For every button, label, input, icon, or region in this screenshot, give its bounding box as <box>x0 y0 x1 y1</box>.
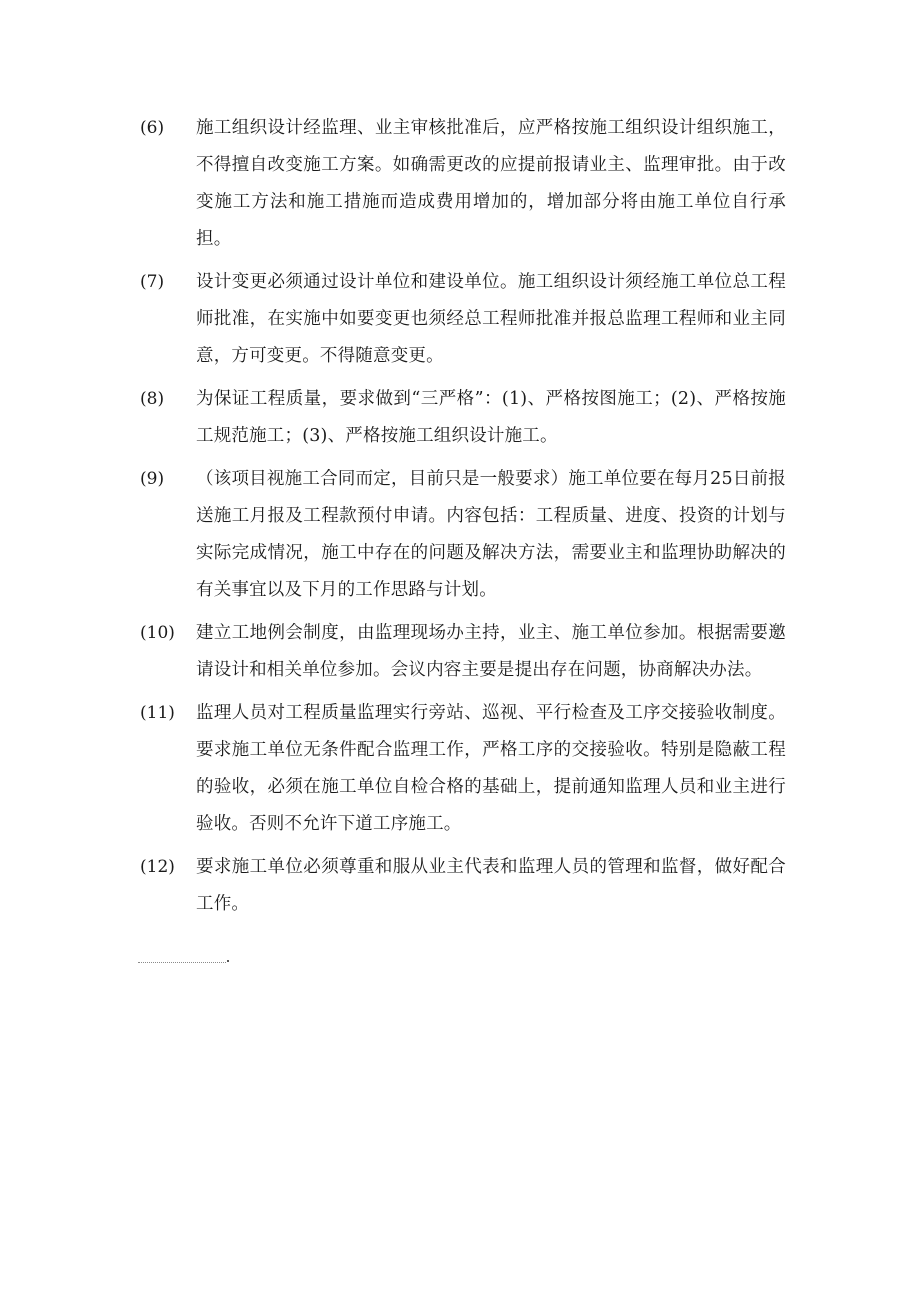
item-text: 监理人员对工程质量监理实行旁站、巡视、平行检查及工序交接验收制度。要求施工单位无条件配合监理工作，严格工序的交接验收。特别是隐蔽工程的验收，必须在施工单位自检合格的基础上，提前通知监理人员和业主进行验收。否则不允许下道工序施工。 <box>196 703 786 834</box>
item-text: 要求施工单位必须尊重和服从业主代表和监理人员的管理和监督，做好配合工作。 <box>196 857 786 914</box>
item-text: 为保证工程质量，要求做到“三严格”：(1)、严格按图施工；(2)、严格按施工规范施工；(3)、严格按施工组织设计施工。 <box>196 389 786 446</box>
list-item <box>136 381 786 455</box>
clause-list <box>136 110 786 929</box>
item-text: （该项目视施工合同而定，目前只是一般要求）施工单位要在每月25日前报送施工月报及工程款预付申请。内容包括：工程质量、进度、投资的计划与实际完成情况，施工中存在的问题及解决方法，需要业主和监理协助解决的有关事宜以及下月的工作思路与计划。 <box>196 469 786 600</box>
item-number: (10) <box>140 623 175 643</box>
item-number: (11) <box>140 703 175 723</box>
item-number: (8) <box>140 389 165 409</box>
item-number: (12) <box>140 857 175 877</box>
item-text: 建立工地例会制度，由监理现场办主持，业主、施工单位参加。根据需要邀请设计和相关单位参加。会议内容主要是提出存在问题，协商解决办法。 <box>196 623 786 680</box>
list-item <box>136 110 786 258</box>
item-number: (6) <box>140 118 165 138</box>
item-text: 设计变更必须通过设计单位和建设单位。施工组织设计须经施工单位总工程师批准，在实施中如要变更也须经总工程师批准并报总监理工程师和业主同意，方可变更。不得随意变更。 <box>196 272 786 366</box>
list-item <box>136 264 786 375</box>
list-item <box>136 461 786 609</box>
footnote-divider <box>138 962 226 963</box>
list-item <box>136 615 786 689</box>
item-number: (9) <box>140 469 165 489</box>
list-item <box>136 849 786 923</box>
item-text: 施工组织设计经监理、业主审核批准后，应严格按施工组织设计组织施工，不得擅自改变施工方案。如确需更改的应提前报请业主、监理审批。由于改变施工方法和施工措施而造成费用增加的，增加部分将由施工单位自行承担。 <box>196 118 786 249</box>
footnote-divider-end-dot <box>227 960 229 962</box>
item-number: (7) <box>140 272 165 292</box>
list-item <box>136 695 786 843</box>
